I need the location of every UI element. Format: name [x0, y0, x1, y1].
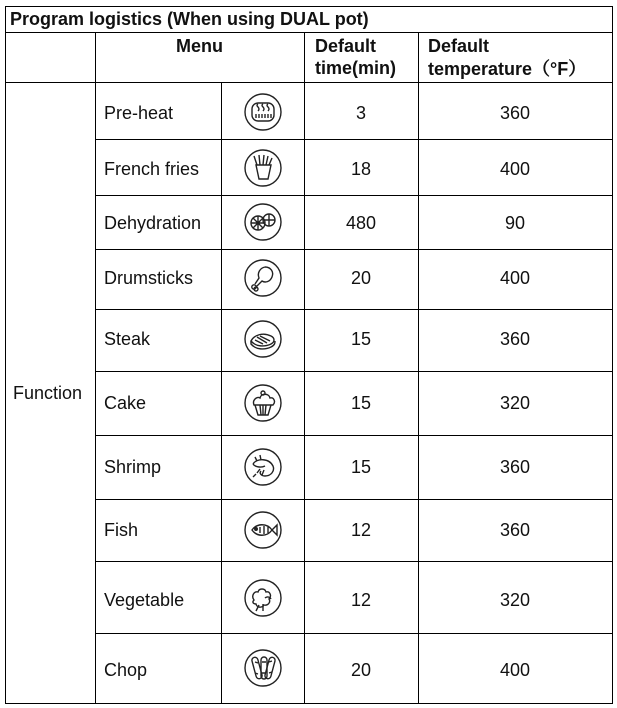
row-temp: 400 — [499, 268, 531, 288]
row-time: 3 — [355, 103, 366, 123]
row-time: 480 — [345, 213, 377, 233]
rule — [95, 32, 96, 704]
rule — [95, 139, 613, 140]
row-name: Shrimp — [104, 457, 162, 477]
row-temp: 400 — [499, 159, 531, 179]
rule — [95, 435, 613, 436]
drumstick-icon — [243, 258, 283, 298]
function-label: Function — [13, 383, 83, 403]
table-title: Program logistics (When using DUAL pot) — [10, 9, 369, 29]
rule — [95, 633, 613, 634]
row-temp: 400 — [499, 660, 531, 680]
row-temp: 320 — [499, 590, 531, 610]
row-time: 15 — [350, 329, 372, 349]
rule — [95, 371, 613, 372]
row-time: 12 — [350, 520, 372, 540]
row-temp: 360 — [499, 457, 531, 477]
row-temp: 360 — [499, 520, 531, 540]
row-name: Chop — [104, 660, 148, 680]
rule — [95, 499, 613, 500]
row-name: Drumsticks — [104, 268, 193, 288]
row-temp: 90 — [504, 213, 526, 233]
row-name: Cake — [104, 393, 147, 413]
rule — [5, 32, 613, 33]
rule — [5, 6, 613, 7]
row-time: 20 — [350, 660, 372, 680]
row-time: 20 — [350, 268, 372, 288]
rule — [5, 82, 613, 83]
rule — [95, 195, 613, 196]
row-name: Pre-heat — [104, 103, 174, 123]
chop-icon — [243, 648, 283, 688]
french-fries-icon — [243, 148, 283, 188]
row-name: Vegetable — [104, 590, 185, 610]
cupcake-icon — [243, 383, 283, 423]
preheat-icon — [243, 92, 283, 132]
rule — [95, 249, 613, 250]
menu-header: Menu — [176, 36, 223, 56]
steak-icon — [243, 319, 283, 359]
temp-header-line1: Default — [428, 36, 490, 56]
vegetable-icon — [243, 578, 283, 618]
rule — [95, 309, 613, 310]
row-time: 15 — [350, 457, 372, 477]
temp-header-line2: temperature（°F） — [428, 59, 587, 79]
dehydration-icon — [243, 202, 283, 242]
rule — [612, 6, 613, 704]
row-time: 18 — [350, 159, 372, 179]
row-name: Dehydration — [104, 213, 202, 233]
row-time: 12 — [350, 590, 372, 610]
time-header-line2: time(min) — [315, 58, 396, 78]
rule — [5, 703, 613, 704]
row-name: Steak — [104, 329, 151, 349]
row-time: 15 — [350, 393, 372, 413]
row-temp: 360 — [499, 103, 531, 123]
rule — [95, 561, 613, 562]
row-name: French fries — [104, 159, 200, 179]
program-table — [5, 6, 613, 704]
fish-icon — [243, 510, 283, 550]
rule — [221, 82, 222, 704]
shrimp-icon — [243, 447, 283, 487]
row-name: Fish — [104, 520, 139, 540]
time-header-line1: Default — [315, 36, 377, 56]
rule — [5, 6, 6, 704]
row-temp: 320 — [499, 393, 531, 413]
row-temp: 360 — [499, 329, 531, 349]
